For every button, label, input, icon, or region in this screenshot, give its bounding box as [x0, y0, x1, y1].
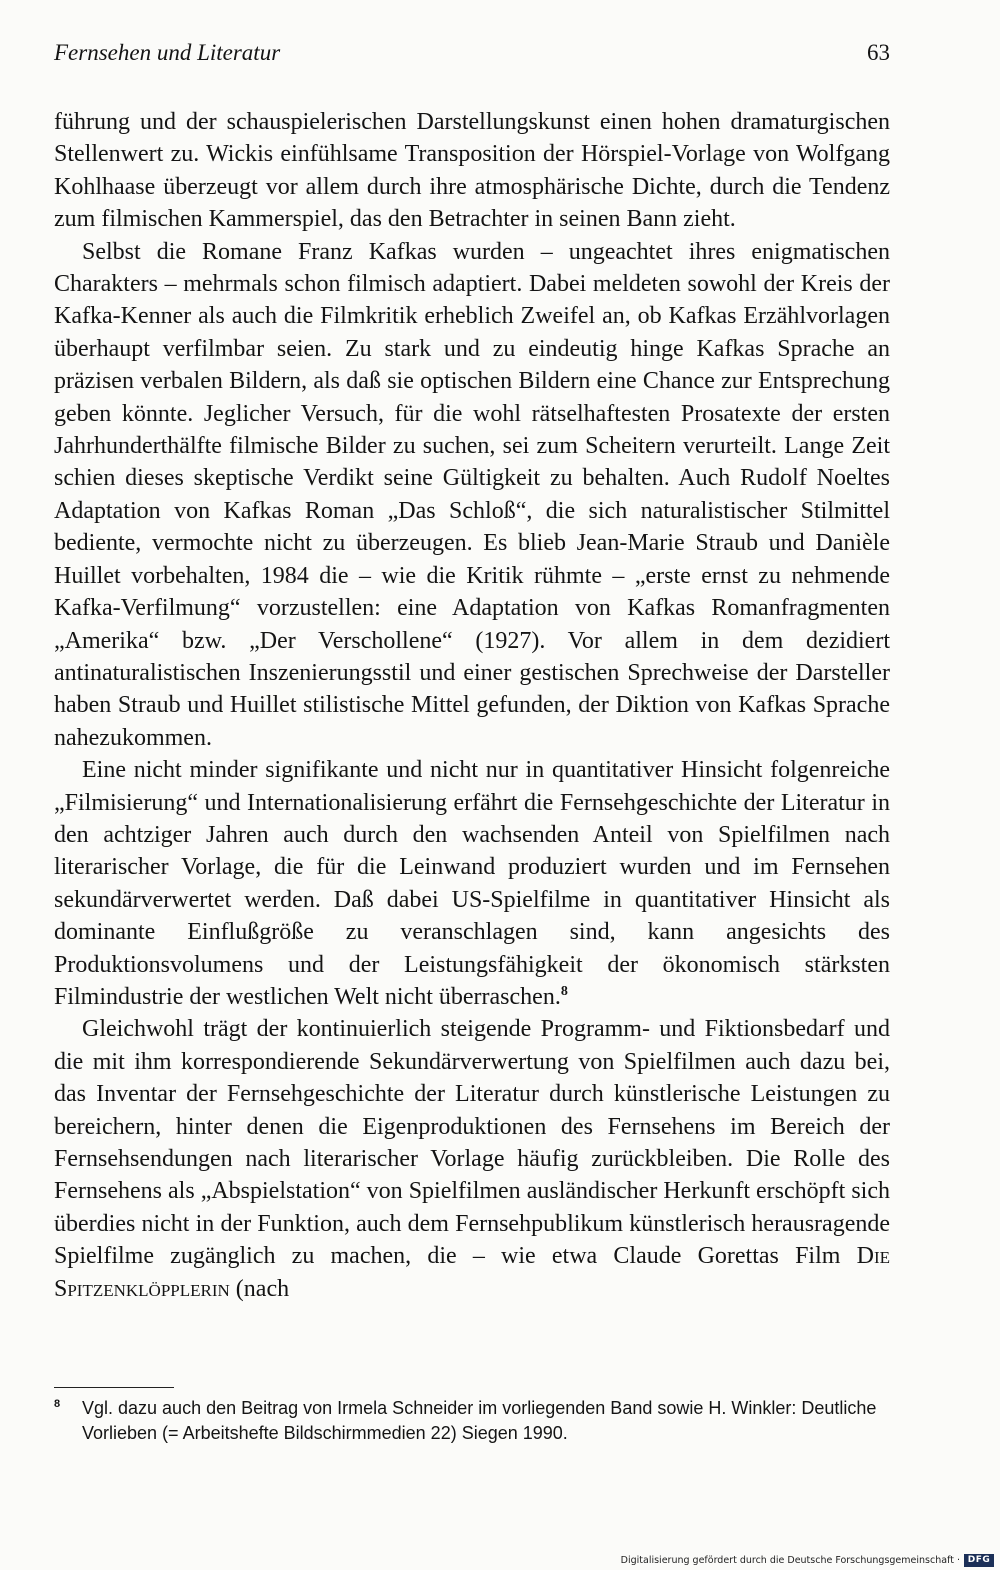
paragraph-text: (nach — [229, 1275, 290, 1302]
footnote-divider — [54, 1387, 174, 1388]
film-title: Die Spitzenklöpplerin — [54, 1243, 890, 1302]
body-text — [54, 106, 890, 1305]
paragraph — [54, 754, 890, 1013]
page-number: 63 — [867, 40, 890, 65]
running-title: Fernsehen und Literatur — [54, 40, 281, 65]
paragraph: führung und der schauspielerischen Darstellungskunst einen hohen dramaturgischen Stellenwert zu. Wickis einfühlsame Transposition der Hörspiel-Vorlage von Wolfgang Kohlhaase überzeugt vor allem durch ihre atmosphärische Dichte, durch die Tendenz zum filmischen Kammerspiel, das den Betrachter in seinen Bann zieht. — [54, 109, 890, 233]
dfg-logo: DFG — [964, 1554, 994, 1567]
paragraph — [54, 1013, 890, 1305]
footnote-reference[interactable]: 8 — [560, 983, 568, 999]
footnote-text: Vgl. dazu auch den Beitrag von Irmela Schneider im vorliegenden Band sowie H. Winkler: Deutliche Vorlieben (= Arbeitshefte Bildschirmmedien 22) Siegen 1990. — [82, 1398, 877, 1443]
footnote: 8 Vgl. dazu auch den Beitrag von Irmela Schneider im vorliegenden Band sowie H. Winkler: Deutliche Vorlieben (= Arbeitshefte Bildschirmmedien 22) Siegen 1990. — [54, 1396, 890, 1446]
paragraph-text: Eine nicht minder signifikante und nicht nur in quantitativer Hinsicht folgenreiche „Filmisierung“ und Internationalisierung erfährt die Fernsehgeschichte der Literatur in den achtziger Jahren auch durch den wachsenden Anteil von Spielfilmen nach literarischer Vorlage, die für die Leinwand produziert wurden und im Fernsehen sekundärverwertet werden. Daß dabei US-Spielfilme in quantitativer Hinsicht als dominante Einflußgröße zu veranschlagen sind, kann angesichts des Produktionsvolumens und der Leistungsfähigkeit der ökonomisch stärksten Filmindustrie der westlichen Welt nicht überraschen. — [54, 757, 890, 1010]
paragraph-text: Gleichwohl trägt der kontinuierlich steigende Programm- und Fiktionsbedarf und die mit ihm korrespondierende Sekundärverwertung von Spielfilmen auch dazu bei, das Inventar der Fernsehgeschichte der Literatur durch künstlerische Leistungen zu bereichern, hinter denen die Eigenproduktionen des Fernsehens im Bereich der Fernsehsendungen nach literarischer Vorlage häufig zurückbleiben. Die Rolle des Fernsehens als „Abspielstation“ von Spielfilmen ausländischer Herkunft erschöpft sich überdies nicht in der Funktion, auch dem Fernsehpublikum künstlerisch herausragende Spielfilme zugänglich zu machen, die – wie etwa Claude Gorettas Film — [54, 1016, 890, 1270]
paragraph: Selbst die Romane Franz Kafkas wurden – ungeachtet ihres enigmatischen Charakters – mehrmals schon filmisch adaptiert. Dabei meldeten sowohl der Kreis der Kafka-Kenner als auch die Filmkritik erheblich Zweifel an, ob Kafkas Erzählvorlagen überhaupt verfilmbar seien. Zu stark und zu eindeutig hinge Kafkas Sprache an präzisen verbalen Bildern, als daß sie optischen Bildern eine Chance zur Entsprechung geben könnte. Jeglicher Versuch, für die wohl rätselhaftesten Prosatexte der ersten Jahrhunderthälfte filmische Bilder zu suchen, sei zum Scheitern verurteilt. Lange Zeit schien dieses skeptische Verdikt seine Gültigkeit zu behalten. Auch Rudolf Noeltes Adaptation von Kafkas Roman „Das Schloß“, die sich naturalistischer Stilmittel bediente, vermochte nicht zu überzeugen. Es blieb Jean-Marie Straub und Danièle Huillet vorbehalten, 1984 die – wie die Kritik rühmte – „erste ernst zu nehmende Kafka-Verfilmung“ vorzustellen: eine Adaptation von Kafkas Romanfragmenten „Amerika“ bzw. „Der Verschollene“ (1927). Vor allem in dem dezidiert antinaturalistischen Inszenierungsstil und einer gestischen Sprechweise der Darsteller haben Straub und Huillet stilistische Mittel gefunden, der Diktion von Kafkas Sprache nahezukommen. — [54, 238, 890, 751]
digitization-credit: Digitalisierung gefördert durch die Deutsche Forschungsgemeinschaft · — [620, 1555, 960, 1566]
